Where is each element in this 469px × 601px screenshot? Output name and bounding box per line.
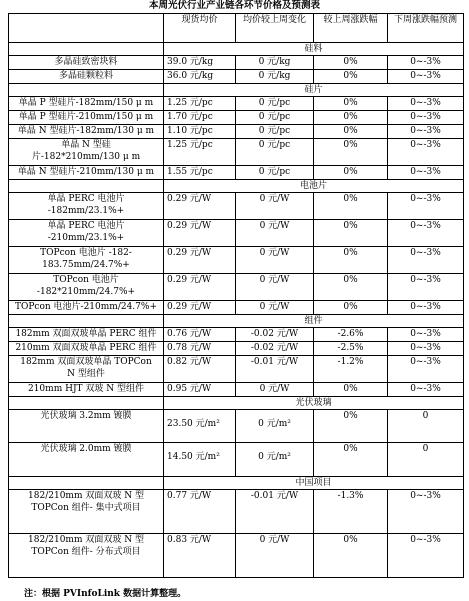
section-blank-cell [9,43,164,56]
table-row [9,301,464,315]
cell-price: 0.29 元/W [164,220,236,247]
item-name [9,220,164,247]
cell-forecast: 0~-3% [388,383,464,397]
cell-price: 39.0 元/kg [164,56,236,70]
cell-change [236,443,314,477]
cell-forecast: 0~-3% [388,70,464,84]
item-name-text: 182mm 双面双玻单晶 TOPCon N 型组件 [20,357,152,379]
section-title: 电池片 [164,180,464,193]
cell-price: 0.83 元/W [164,534,236,578]
header-item [9,14,164,43]
cell-forecast: 0~-3% [388,166,464,180]
item-name [9,247,164,274]
cell-forecast: 0~-3% [388,111,464,125]
table-title: 本周光伏行业产业链各环节价格及预测表 [148,0,320,11]
cell-price: 0.76 元/W [164,328,236,342]
header-row [9,14,464,43]
item-name [9,139,164,166]
cell-forecast: 0~-3% [388,274,464,301]
cell-pct: 0% [314,56,388,70]
table-row [9,328,464,342]
cell-forecast: 0~-3% [388,125,464,139]
item-name [9,56,164,70]
table-row [9,139,464,166]
section-blank-cell [9,315,164,328]
cell-forecast: 0~-3% [388,56,464,70]
cell-pct: 0% [314,301,388,315]
table-row [9,97,464,111]
item-name [9,301,164,315]
item-name-text: 多晶硅致密块料 [54,57,118,67]
item-name [9,342,164,356]
item-name [9,125,164,139]
cell-forecast: 0~-3% [388,193,464,220]
cell-forecast: 0~-3% [388,97,464,111]
cell-price: 0.78 元/W [164,342,236,356]
cell-pct: 0% [314,383,388,397]
cell-change: -0.02 元/W [236,342,314,356]
cell-pct: 0% [314,247,388,274]
table-row [9,70,464,84]
cell-price: 0.29 元/W [164,193,236,220]
cell-price: 1.25 元/pc [164,97,236,111]
cell-change: -0.01 元/W [236,490,314,534]
section-title: 中国项目 [164,477,464,490]
cell-price: 1.55 元/pc [164,166,236,180]
header-forecast: 下周涨跌幅预测 [388,14,464,43]
cell-pct: 0% [314,125,388,139]
table-row [9,111,464,125]
cell-price: 0.29 元/W [164,247,236,274]
item-name [9,356,164,383]
cell-price-text: 23.50 元/m² [167,419,220,429]
cell-change: 0 元/pc [236,125,314,139]
cell-change: 0 元/W [236,220,314,247]
cell-pct: -2.5% [314,342,388,356]
section-row [9,180,464,193]
cell-change: 0 元/W [236,534,314,578]
item-name-text: 210mm HJT 双玻 N 型组件 [27,384,145,394]
cell-change: 0 元/W [236,247,314,274]
cell-pct: 0% [314,274,388,301]
item-name [9,97,164,111]
item-name-text: 光伏玻璃 2.0mm 镀膜 [40,444,132,454]
cell-pct: 0% [314,534,388,578]
section-blank-cell [9,397,164,410]
price-table [8,13,464,578]
cell-change: -0.01 元/W [236,356,314,383]
cell-pct: 0% [314,443,388,477]
item-name-text: TOPcon 电池片-210mm/24.7%+ [14,302,157,312]
item-name-text: 182/210mm 双面双玻 N 型 TOPCon 组件- 分布式项目 [28,535,144,557]
cell-price [164,443,236,477]
cell-pct: -2.6% [314,328,388,342]
table-row [9,410,464,443]
cell-change: 0 元/pc [236,97,314,111]
table-row [9,247,464,274]
cell-forecast: 0 [388,410,464,443]
cell-forecast: 0~-3% [388,328,464,342]
price-table-body [9,14,464,578]
cell-price: 0.29 元/W [164,301,236,315]
cell-pct: -1.2% [314,356,388,383]
item-name [9,410,164,443]
section-title: 硅片 [164,84,464,97]
item-name [9,111,164,125]
section-blank-cell [9,84,164,97]
header-price: 现货均价 [164,14,236,43]
cell-forecast: 0~-3% [388,490,464,534]
cell-forecast: 0~-3% [388,247,464,274]
table-row [9,383,464,397]
cell-forecast: 0~-3% [388,301,464,315]
cell-change: 0 元/W [236,301,314,315]
cell-forecast: 0~-3% [388,220,464,247]
item-name-text: TOPcon 电池片 -182-183.75mm/24.7%+ [40,248,132,270]
cell-change-text: 0 元/m² [258,452,291,462]
item-name-text: 182mm 双面双玻单晶 PERC 组件 [15,329,157,339]
cell-change: 0 元/kg [236,56,314,70]
cell-pct: 0% [314,193,388,220]
cell-change: 0 元/W [236,193,314,220]
item-name [9,193,164,220]
header-pct: 较上周涨跌幅 [314,14,388,43]
cell-change: 0 元/pc [236,111,314,125]
section-blank-cell [9,180,164,193]
item-name-text: 光伏玻璃 3.2mm 镀膜 [40,411,132,421]
item-name [9,383,164,397]
cell-change: 0 元/W [236,383,314,397]
section-title: 光伏玻璃 [164,397,464,410]
cell-pct: 0% [314,220,388,247]
table-row [9,534,464,578]
cell-price: 0.95 元/W [164,383,236,397]
item-name-text: 182/210mm 双面双玻 N 型 TOPCon 组件- 集中式项目 [28,491,144,513]
item-name [9,274,164,301]
item-name [9,534,164,578]
section-blank-cell [9,477,164,490]
section-row [9,84,464,97]
cell-forecast: 0 [388,443,464,477]
item-name-text: 单晶 N 型硅片-182*210mm/130 μ m [31,140,141,162]
cell-price [164,410,236,443]
item-name-text: 单晶 PERC 电池片 -210mm/23.1%+ [47,221,125,243]
cell-pct: 0% [314,97,388,111]
cell-price: 0.82 元/W [164,356,236,383]
cell-forecast: 0~-3% [388,356,464,383]
header-change: 均价较上周变化 [236,14,314,43]
cell-price: 0.29 元/W [164,274,236,301]
cell-change: 0 元/pc [236,166,314,180]
table-row [9,443,464,477]
cell-price-text: 14.50 元/m² [167,452,220,462]
table-row [9,342,464,356]
cell-price: 1.25 元/pc [164,139,236,166]
table-row [9,166,464,180]
section-row [9,477,464,490]
item-name-text: 多晶硅颗粒料 [58,71,113,81]
cell-pct: 0% [314,166,388,180]
item-name-text: 单晶 N 型硅片-210mm/130 μ m [17,167,155,177]
section-row [9,315,464,328]
cell-pct: 0% [314,70,388,84]
table-row [9,356,464,383]
item-name-text: TOPcon 电池片 -182*210mm/24.7%+ [36,275,136,297]
table-row [9,125,464,139]
table-row [9,193,464,220]
cell-pct: -1.3% [314,490,388,534]
cell-forecast: 0~-3% [388,534,464,578]
item-name [9,443,164,477]
table-row [9,490,464,534]
cell-pct: 0% [314,139,388,166]
cell-forecast: 0~-3% [388,139,464,166]
source-note: 注：根据 PVInfoLink 数据计算整理。 [24,589,187,599]
item-name [9,490,164,534]
item-name-text: 210mm 双面双玻单晶 PERC 组件 [15,343,157,353]
cell-pct: 0% [314,111,388,125]
cell-price: 1.10 元/pc [164,125,236,139]
table-row [9,56,464,70]
item-name [9,166,164,180]
section-row [9,397,464,410]
cell-change: 0 元/kg [236,70,314,84]
cell-change: 0 元/pc [236,139,314,166]
cell-price: 36.0 元/kg [164,70,236,84]
table-row [9,274,464,301]
cell-pct: 0% [314,410,388,443]
item-name-text: 单晶 P 型硅片-182mm/150 μ m [18,98,154,108]
cell-change: -0.02 元/W [236,328,314,342]
cell-price: 1.70 元/pc [164,111,236,125]
section-title: 硅料 [164,43,464,56]
cell-change-text: 0 元/m² [258,419,291,429]
item-name-text: 单晶 P 型硅片-210mm/150 μ m [18,112,154,122]
item-name [9,70,164,84]
item-name [9,328,164,342]
table-row [9,220,464,247]
section-title: 组件 [164,315,464,328]
section-row [9,43,464,56]
cell-change [236,410,314,443]
item-name-text: 单晶 N 型硅片-182mm/130 μ m [17,126,155,136]
cell-change: 0 元/W [236,274,314,301]
item-name-text: 单晶 PERC 电池片 -182mm/23.1%+ [47,194,125,216]
cell-forecast: 0~-3% [388,342,464,356]
cell-price: 0.77 元/W [164,490,236,534]
